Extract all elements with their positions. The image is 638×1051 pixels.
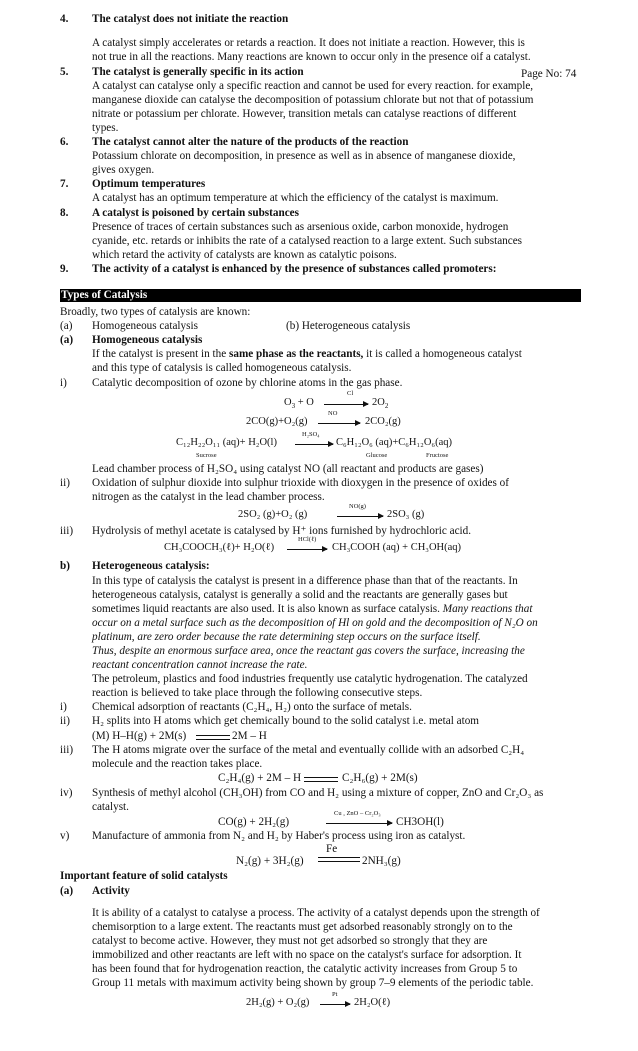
item-4-line: not true in all the reactions. Many reactions are known to occur only in the presence oif a catalyst.: [92, 51, 531, 63]
equation-product: CH3OH(l): [396, 816, 444, 828]
equation-ozone: $O_3 + O$: [284, 397, 314, 411]
item-6-number: 6.: [60, 136, 69, 148]
subsection-number: (a): [60, 334, 74, 346]
list-text: Hydrolysis of methyl acetate is catalysed by H⁺ ions furnished by hydrochloric acid.: [92, 525, 472, 537]
option-homogeneous: Homogeneous catalysis: [92, 320, 198, 332]
item-6-line: Potassium chlorate on decomposition, in presence as well as in absence of manganese dioxide,: [92, 150, 516, 162]
label-glucose: Glucose: [366, 452, 388, 459]
equation-product: 2SO₃ (g): [387, 509, 425, 520]
section-heading: Types of Catalysis: [61, 289, 148, 301]
item-5-heading: The catalyst is generally specific in its action: [92, 66, 304, 78]
item-5-line: nitrate or potassium per chlorate. However, transition metals can catalyse reactions of different: [92, 108, 517, 120]
equation-product: C₂H₆(g) + 2M(s): [342, 772, 418, 784]
paragraph-line: reaction is believed to take place through the following consecutive steps.: [92, 687, 423, 699]
list-text: catalyst.: [92, 801, 129, 813]
item-8-number: 8.: [60, 207, 69, 219]
equation-product: 2CO₂(g): [365, 416, 401, 427]
catalyst-label: Fe: [326, 843, 338, 855]
subsection-heading: Activity: [92, 885, 130, 897]
item-4-line: A catalyst simply accelerates or retards a reaction. It does not initiate a reaction. However, this is: [92, 37, 525, 49]
reaction-arrow: [324, 404, 368, 405]
option-number: (a): [60, 320, 73, 332]
reaction-arrow: [320, 1004, 350, 1005]
reaction-arrow: [337, 516, 383, 517]
subsection-heading: Homogeneous catalysis: [92, 334, 203, 346]
catalyst-label: H₂SO₄: [302, 431, 320, 438]
list-text: 2M – H: [232, 730, 267, 742]
item-7-line: A catalyst has an optimum temperature at which the efficiency of the catalyst is maximum.: [92, 192, 499, 204]
item-5-line: types.: [92, 122, 119, 134]
list-text: Manufacture of ammonia from N₂ and H₂ by Haber's process using iron as catalyst.: [92, 830, 466, 842]
equation-methanol: CO(g) + 2H₂(g): [218, 816, 290, 828]
list-text: molecule and the reaction takes place.: [92, 758, 263, 770]
equation-sucrose: C₁₂H₂₂O₁₁ (aq)+ H₂O(l): [176, 437, 277, 448]
section-heading: Important feature of solid catalysts: [60, 870, 228, 882]
item-6-heading: The catalyst cannot alter the nature of the products of the reaction: [92, 136, 409, 148]
item-8-line: Presence of traces of certain substances such as arsenious oxide, carbon monoxide, hydrogen: [92, 221, 509, 233]
equation-methyl-acetate: CH₃COOCH₃(ℓ)+ H₂O(ℓ): [164, 542, 275, 553]
equation-product: $2O_2$: [372, 397, 389, 411]
reaction-arrow: [295, 444, 333, 445]
paragraph-line: platinum, are zero order because the rate determining step occurs on the surface itself.: [92, 631, 481, 643]
paragraph-line: If the catalyst is present in the same phase as the reactants, it is called a homogeneous catalyst: [92, 348, 522, 360]
item-7-heading: Optimum temperatures: [92, 178, 206, 190]
list-number: ii): [60, 715, 70, 727]
list-number: iv): [60, 787, 73, 799]
item-5-number: 5.: [60, 66, 69, 78]
paragraph-line: sometimes liquid reactants are also used. It is also known as surface catalysis. Many reactions that: [92, 603, 533, 615]
catalyst-label: Cu , ZnO – Cr₂O₃: [334, 810, 381, 817]
paragraph-line: It is ability of a catalyst to catalyse a process. The activity of a catalyst depends upon the strength of: [92, 907, 540, 919]
reaction-arrow: [326, 823, 392, 824]
equation-co: 2CO(g)+O₂(g): [246, 416, 308, 427]
reaction-arrow: [287, 549, 327, 550]
list-number: v): [60, 830, 70, 842]
item-6-line: gives oxygen.: [92, 164, 155, 176]
paragraph-line: Lead chamber process of H₂SO₄ using catalyst NO (all reactant and products are gases): [92, 463, 484, 475]
subsection-number: (a): [60, 885, 74, 897]
subsection-heading: Heterogeneous catalysis:: [92, 560, 210, 572]
paragraph-line: occur on a metal surface such as the decomposition of Hl on gold and the decomposition of N₂O on: [92, 617, 538, 629]
page-number: Page No: 74: [521, 68, 577, 80]
catalyst-label: Cl: [347, 390, 354, 397]
item-8-line: cyanide, etc. retards or inhibits the rate of a catalysed reaction to a large extent. Such substances: [92, 235, 523, 247]
equation-product: C₆H₁₂O₆ (aq)+C₆H₁₂O₆(aq): [336, 437, 452, 448]
paragraph-line: immobilized and other reactants are left with no space on the catalyst's surface for adsorption. It: [92, 949, 522, 961]
equation-so2: 2SO₂ (g)+O₂ (g): [238, 509, 308, 520]
equation-water: 2H₂(g) + O₂(g): [246, 997, 310, 1008]
paragraph-line: The petroleum, plastics and food industries frequently use catalytic hydrogenation. The catalyzed: [92, 673, 528, 685]
paragraph-line: heterogeneous catalysis, catalyst is generally a solid and the reactants are generally gases but: [92, 589, 508, 601]
item-9-heading: The activity of a catalyst is enhanced by the presence of substances called promoters:: [92, 263, 497, 275]
list-number: iii): [60, 525, 74, 537]
reaction-arrow: [318, 423, 360, 424]
equation-product: CH₃COOH (aq) + CH₃OH(aq): [332, 542, 462, 553]
list-text: (M) H–H(g) + 2M(s): [92, 730, 187, 742]
list-number: iii): [60, 744, 74, 756]
equation-ammonia: N₂(g) + 3H₂(g): [236, 855, 304, 867]
paragraph-line: In this type of catalysis the catalyst is present in a difference phase than that of the reactants. In: [92, 575, 518, 587]
item-4-number: 4.: [60, 13, 69, 25]
item-4-heading: The catalyst does not initiate the reaction: [92, 13, 289, 25]
paragraph-line: Group 11 metals with maximum activity being shown by group 7–9 elements of the periodic table.: [92, 977, 534, 989]
catalyst-label: NO: [328, 410, 338, 417]
equation-product: 2H₂O(ℓ): [354, 997, 391, 1008]
paragraph-line: catalyst to become active. However, they must not get adsorbed so strongly that they are: [92, 935, 488, 947]
item-8-heading: A catalyst is poisoned by certain substances: [92, 207, 299, 219]
equilibrium-arrow: [196, 735, 230, 741]
paragraph-line: Thus, despite an enormous surface area, once the reactant gas covers the surface, increasing the: [92, 645, 525, 657]
catalyst-label: NO(g): [349, 503, 366, 510]
item-9-number: 9.: [60, 263, 69, 275]
list-text: The H atoms migrate over the surface of the metal and eventually collide with an adsorbed C₂H₄: [92, 744, 525, 756]
list-text: Chemical adsorption of reactants (C₂H₄, H₂) onto the surface of metals.: [92, 701, 412, 713]
paragraph-line: and this type of catalysis is called homogeneous catalysis.: [92, 362, 352, 374]
label-sucrose: Sucrose: [196, 452, 217, 459]
catalyst-label: Pt: [332, 991, 338, 998]
list-number: ii): [60, 477, 70, 489]
item-5-line: A catalyst can catalyse only a specific reaction and cannot be used for every reaction. for example,: [92, 80, 534, 92]
list-text: Synthesis of methyl alcohol (CH₃OH) from CO and H₂ using a mixture of copper, ZnO and Cr₂O₃ as: [92, 787, 544, 799]
item-7-number: 7.: [60, 178, 69, 190]
option-heterogeneous: (b) Heterogeneous catalysis: [286, 320, 411, 332]
subsection-number: b): [60, 560, 70, 572]
paragraph-line: has been found that for hydrogenation reaction, the catalytic activity increases from Group 5 to: [92, 963, 518, 975]
equation-product: 2NH₃(g): [362, 855, 401, 867]
list-number: i): [60, 377, 67, 389]
list-text: H₂ splits into H atoms which get chemically bound to the solid catalyst i.e. metal atom: [92, 715, 480, 727]
list-text: nitrogen as the catalyst in the lead chamber process.: [92, 491, 325, 503]
paragraph-line: Broadly, two types of catalysis are known:: [60, 306, 251, 318]
list-text: Oxidation of sulphur dioxide into sulphur trioxide with dioxygen in the presence of oxides of: [92, 477, 509, 489]
label-fructose: Fructose: [426, 452, 449, 459]
equilibrium-arrow: [318, 857, 360, 863]
equilibrium-arrow: [304, 777, 338, 783]
item-5-line: manganese dioxide can catalyse the decomposition of potassium chlorate but not that of potassium: [92, 94, 534, 106]
equation-hydrogenation: C₂H₄(g) + 2M – H: [218, 772, 302, 784]
paragraph-line: reactant concentration cannot increase the rate.: [92, 659, 308, 671]
item-8-line: which retard the activity of catalysts are known as catalytic poisons.: [92, 249, 397, 261]
paragraph-line: chemisorption to a large extent. The reactants must get adsorbed reasonably strongly on to the: [92, 921, 513, 933]
catalyst-label: HCl(ℓ): [298, 536, 317, 543]
list-number: i): [60, 701, 67, 713]
list-text: Catalytic decomposition of ozone by chlorine atoms in the gas phase.: [92, 377, 403, 389]
